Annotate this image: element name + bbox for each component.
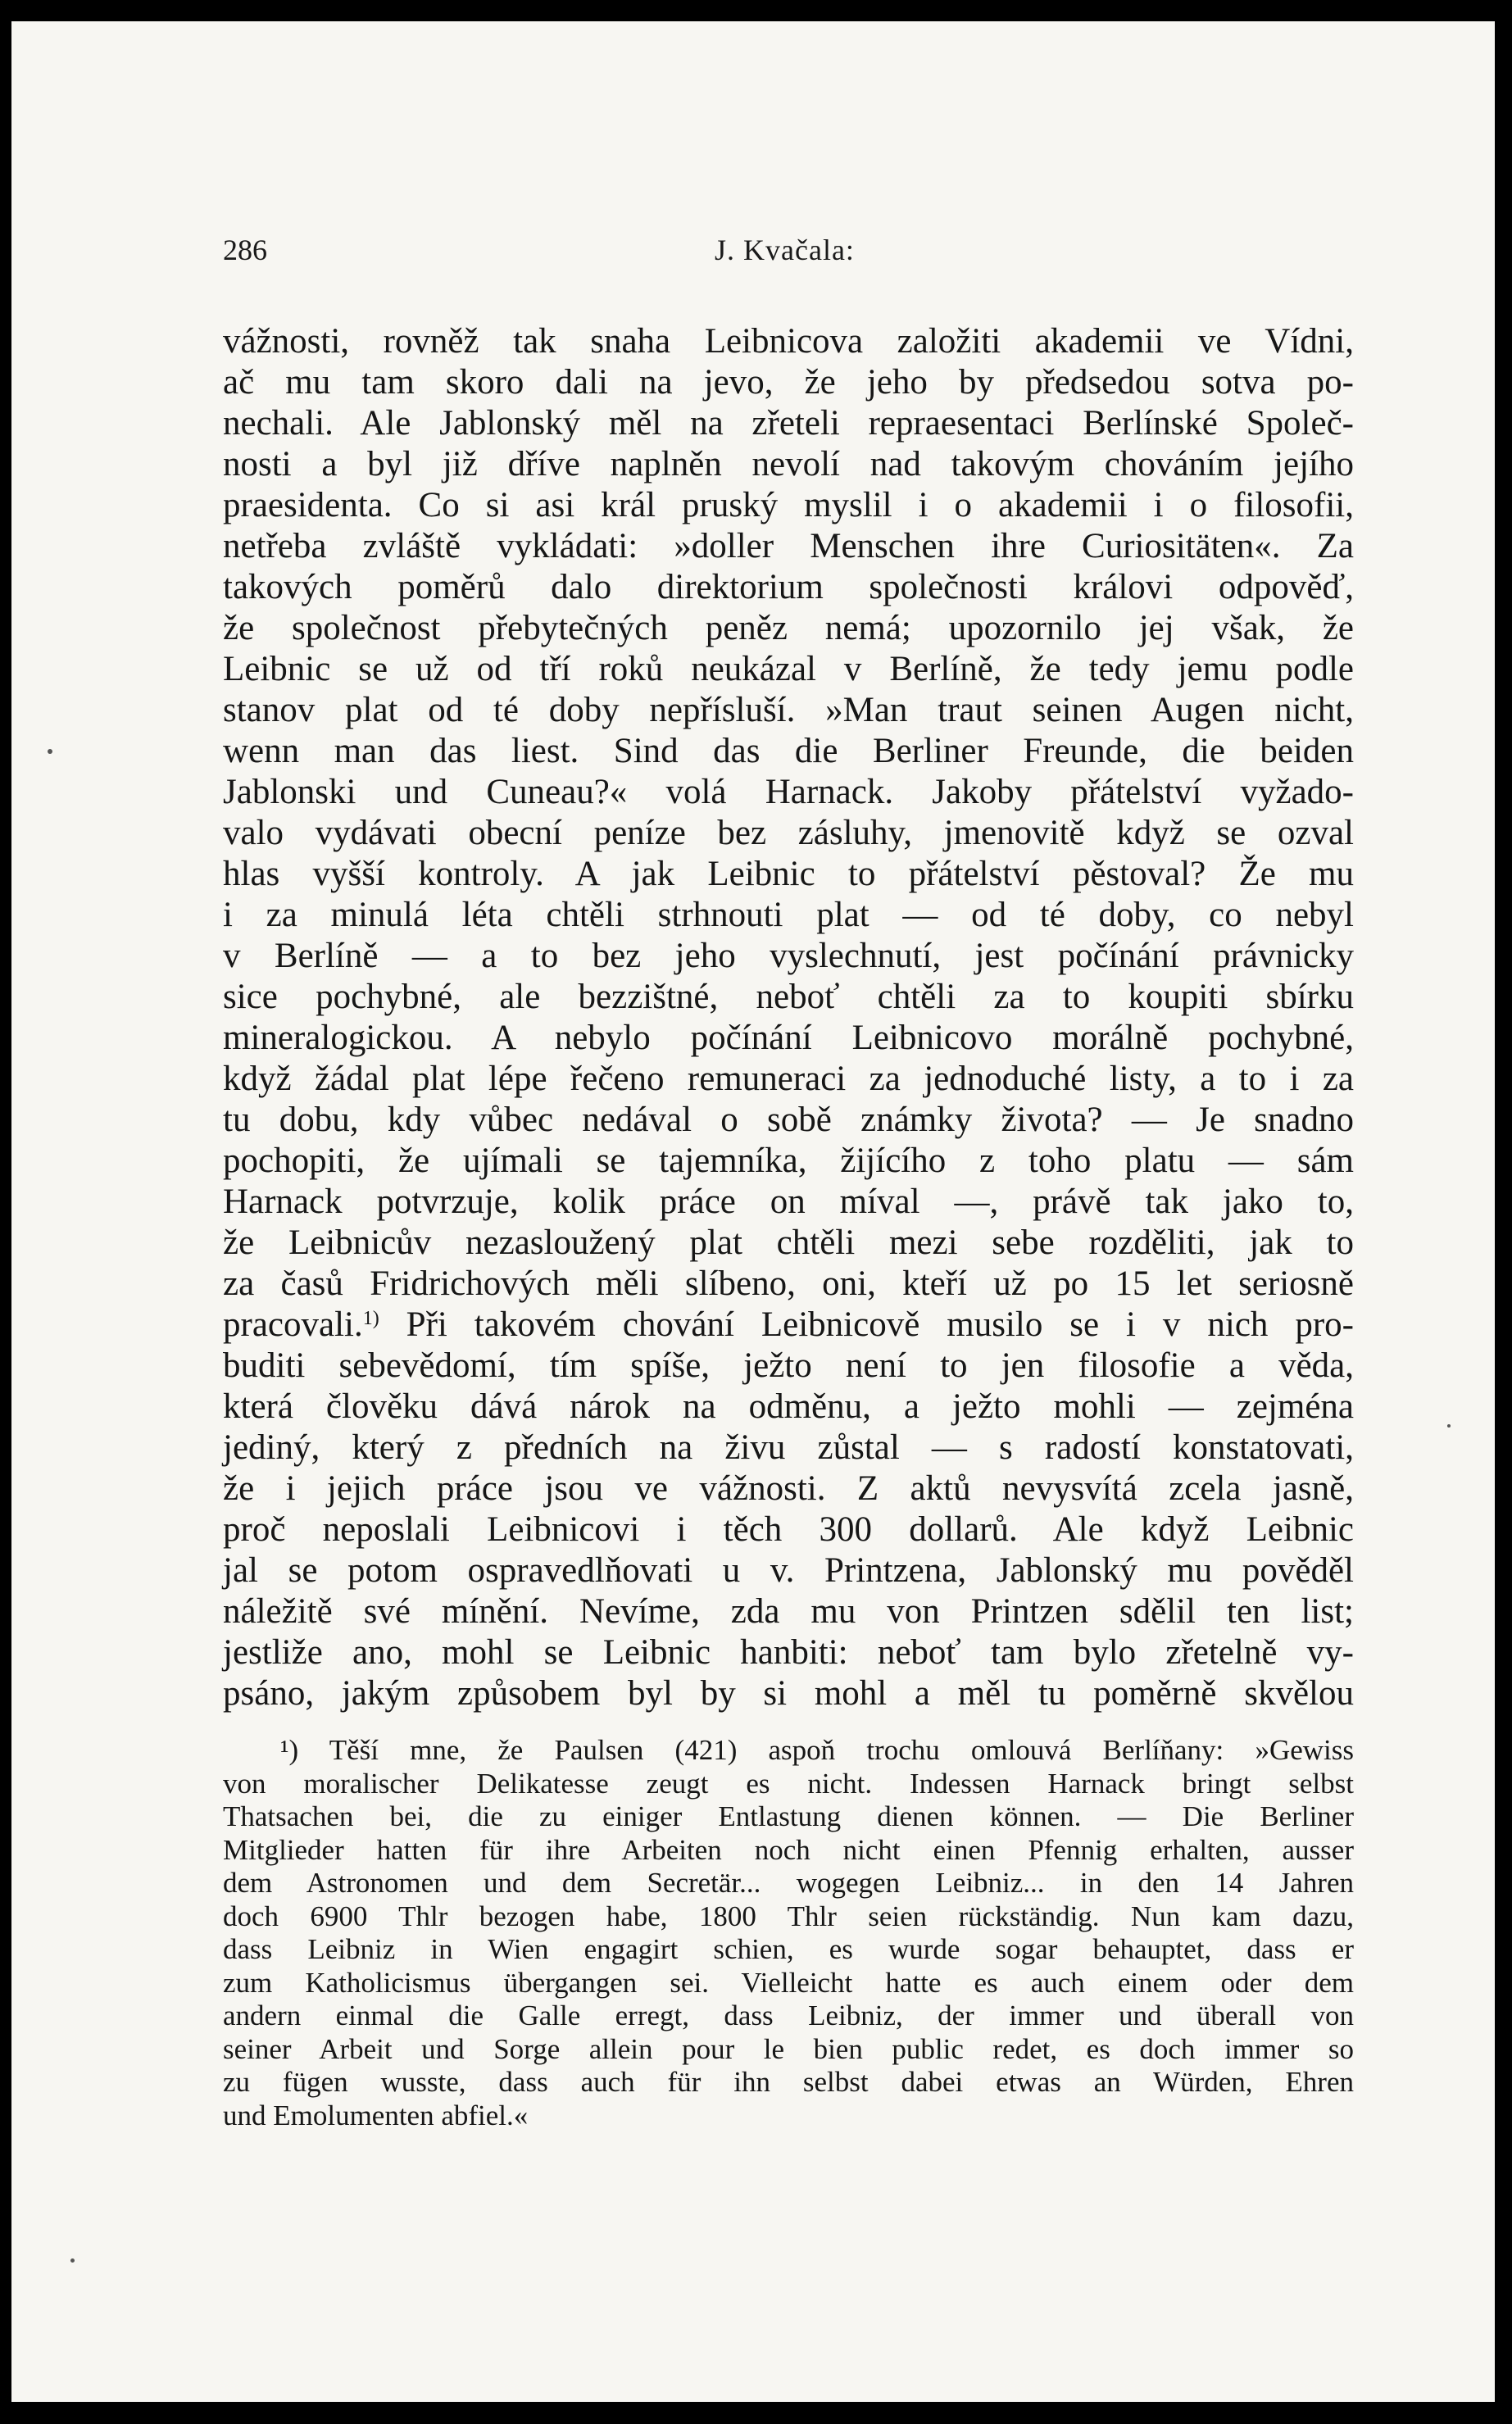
footnote-line: andern einmal die Galle erregt, dass Leibniz, der immer und überall von [223,2000,1354,2031]
footnote-line: zu fügen wusste, dass auch für ihn selbst dabei etwas an Würden, Ehren [223,2066,1354,2098]
body-line: že Leibnicův nezasloužený plat chtěli mezi sebe rozděliti, jak to [223,1223,1354,1262]
body-line: tu dobu, kdy vůbec nedával o sobě známky života? — Je snadno [223,1101,1354,1139]
body-line: i za minulá léta chtěli strhnouti plat — od té doby, co nebyl [223,896,1354,934]
scan-speck [48,749,52,754]
footnote-line: dass Leibniz in Wien engagirt schien, es wurde sogar behauptet, dass er [223,1933,1354,1965]
body-line: za časů Fridrichových měli slíbeno, oni, kteří už po 15 let seriosně [223,1264,1354,1303]
body-line: vážnosti, rovněž tak snaha Leibnicova založiti akademii ve Vídni, [223,322,1354,361]
footnote-line [223,1734,1354,1768]
body-line: hlas vyšší kontroly. A jak Leibnic to přátelství pěstoval? Že mu [223,855,1354,893]
body-line: jediný, který z předních na živu zůstal — s radostí konstatovati, [223,1428,1354,1467]
body-line: praesidenta. Co si asi král pruský myslil i o akademii i o filosofii, [223,486,1354,524]
body-line: nechali. Ale Jablonský měl na zřeteli repraesentaci Berlínské Společ- [223,404,1354,443]
footnote-line: zum Katholicismus übergangen sei. Vielleicht hatte es auch einem oder dem [223,1966,1354,1999]
body-line: nosti a byl již dříve naplněn nevolí nad takovým chováním jejího [223,445,1354,483]
body-line: psáno, jakým způsobem byl by si mohl a měl tu poměrně skvělou [223,1674,1354,1713]
body-line: buditi sebevědomí, tím spíše, ježto není to jen filosofie a věda, [223,1346,1354,1385]
footnote-line: dem Astronomen und dem Secretär... wogegen Leibniz... in den 14 Jahren [223,1867,1354,1899]
body-line: proč neposlali Leibnicovi i těch 300 dollarů. Ale když Leibnic [223,1510,1354,1549]
body-line-end: Při takovém chování Leibnicově musilo se i v nich pro- [379,1305,1354,1344]
page-number: 286 [223,234,267,266]
body-line: sice pochybné, ale bezzištné, neboť chtěli za to koupiti sbírku [223,978,1354,1016]
body-line: pochopiti, že ujímali se tajemníka, žijícího z toho platu — sám [223,1142,1354,1180]
body-line: jestliže ano, mohl se Leibnic hanbiti: neboť tam bylo zřetelně vy- [223,1633,1354,1672]
scan-speck [70,2258,75,2263]
body-line: netřeba zvláště vykládati: »doller Menschen ihre Curiositäten«. Za [223,527,1354,565]
footnote-line: seiner Arbeit und Sorge allein pour le bien public redet, es doch immer so [223,2032,1354,2065]
body-line: takových poměrů dalo direktorium společnosti královi odpověď, [223,568,1354,606]
footnote-line: Thatsachen bei, die zu einiger Entlastung dienen können. — Die Berliner [223,1800,1354,1832]
body-line-with-footnote-ref [223,1305,1354,1346]
body-line: když žádal plat lépe řečeno remuneraci za jednoduché listy, a to i za [223,1060,1354,1098]
footnote-marker: ¹) [280,1734,299,1766]
footnote-line-text: Těší mne, že Paulsen (421) aspoň trochu omlouvá Berlíňany: »Gewiss [329,1734,1354,1766]
body-line: v Berlíně — a to bez jeho vyslechnutí, jest počínání právnicky [223,937,1354,975]
body-line-start: pracovali. [223,1305,363,1344]
footnote-line: doch 6900 Thlr bezogen habe, 1800 Thlr seien rückständig. Nun kam dazu, [223,1900,1354,1932]
scanned-page [11,21,1495,2402]
running-head: J. Kvačala: [715,234,855,266]
body-line: Harnack potvrzuje, kolik práce on míval —, právě tak jako to, [223,1182,1354,1221]
body-line: jal se potom ospravedlňovati u v. Printzena, Jablonský mu pověděl [223,1551,1354,1590]
page-header [223,233,1354,282]
footnote-reference[interactable]: 1) [362,1308,379,1329]
footnote-line: Mitglieder hatten für ihre Arbeiten noch nicht einen Pfennig erhalten, ausser [223,1833,1354,1866]
body-line: mineralogickou. A nebylo počínání Leibnicovo morálně pochybné, [223,1019,1354,1057]
scan-speck [1447,1424,1451,1428]
body-line: Leibnic se už od tří roků neukázal v Berlíně, že tedy jemu podle [223,650,1354,688]
body-line: že i jejich práce jsou ve vážnosti. Z aktů nevysvítá zcela jasně, [223,1469,1354,1508]
footnote-line: und Emolumenten abfiel.« [223,2099,529,2131]
body-line: ač mu tam skoro dali na jevo, že jeho by předsedou sotva po- [223,363,1354,402]
body-line: Jablonski und Cuneau?« volá Harnack. Jakoby přátelství vyžado- [223,773,1354,811]
body-line: náležitě své mínění. Nevíme, zda mu von Printzen sdělil ten list; [223,1592,1354,1631]
footnote [223,1734,1354,2132]
body-line: stanov plat od té doby nepřísluší. »Man traut seinen Augen nicht, [223,691,1354,729]
body-line: která člověku dává nárok na odměnu, a ježto mohli — zejména [223,1387,1354,1426]
body-line: že společnost přebytečných peněz nemá; upozornilo jej však, že [223,609,1354,647]
footnote-line: von moralischer Delikatesse zeugt es nicht. Indessen Harnack bringt selbst [223,1767,1354,1800]
body-line: valo vydávati obecní peníze bez zásluhy, jmenovitě když se ozval [223,814,1354,852]
body-line: wenn man das liest. Sind das die Berliner Freunde, die beiden [223,732,1354,770]
body-text [223,321,1354,1714]
